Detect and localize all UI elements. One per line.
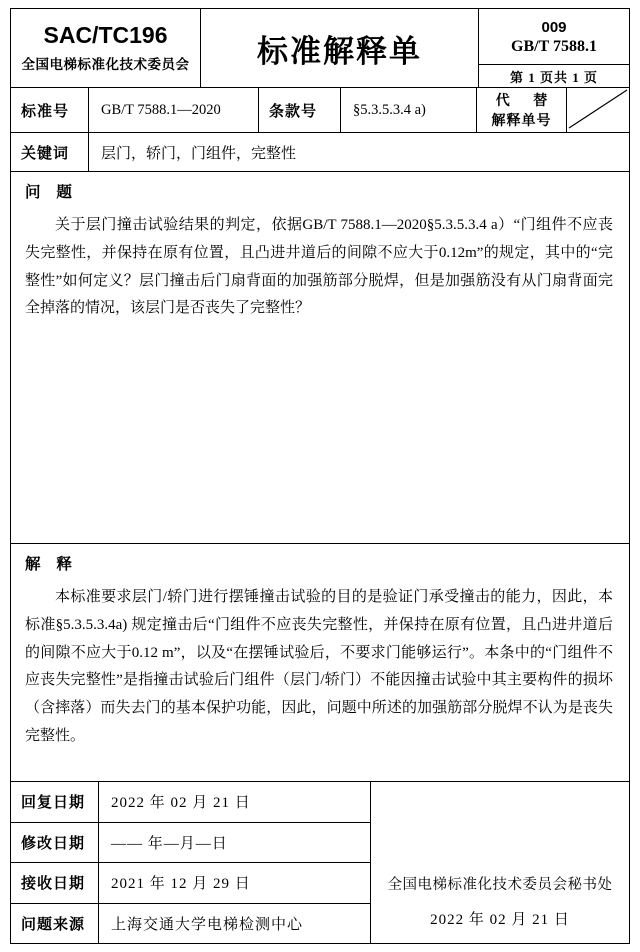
question-source-value: 上海交通大学电梯检测中心 [111, 916, 304, 933]
standard-number-label: 标准号 [21, 103, 70, 120]
clause-number-value: §5.3.5.3.4 a) [341, 88, 477, 132]
keyword-label: 关键词 [21, 145, 70, 162]
standard-number-value: GB/T 7588.1—2020 [89, 88, 259, 132]
keyword-label-cell [11, 133, 89, 171]
footer-dates-block [11, 782, 371, 943]
form-footer [11, 782, 629, 943]
replaced-doc-label-line2: 解释单号 [491, 114, 552, 129]
standard-number-label-cell [11, 88, 89, 132]
keyword-value: 层门，轿门，门组件，完整性 [101, 145, 297, 162]
footer-row-received-date [11, 863, 370, 904]
issuer-block [11, 9, 201, 87]
received-date-label: 接收日期 [11, 863, 99, 903]
footer-row-revision-date [11, 823, 370, 864]
answer-section [11, 544, 629, 782]
clause-number-label: 条款号 [269, 103, 318, 120]
clause-number-label-cell [259, 88, 341, 132]
question-section [11, 172, 629, 544]
question-text: 关于层门撞击试验结果的判定，依据GB/T 7588.1—2020§5.3.5.3.4 a）“门组件不应丧失完整性，并保持在原有位置，且凸进井道后的间隙不应大于0.12m”的规定，其中的“完整性”如何定义？层门撞击后门扇背面的加强筋部分脱焊，但是加强筋没有从门扇背面完全掉落的情况，该层门是否丧失了完整性？ [25, 217, 613, 317]
replaced-doc-label-cell [477, 88, 567, 132]
question-section-title: 问 题 [25, 184, 78, 201]
reply-date-value: 2022 年 02 月 21 日 [111, 795, 251, 812]
standard-code: GB/T 7588.1 [511, 38, 597, 56]
replaced-doc-label-line1: 代 替 [495, 94, 558, 109]
page-info: 第 1 页共 1 页 [479, 64, 629, 87]
org-full-name: 全国电梯标准化技术委员会 [21, 56, 190, 72]
revision-date-label: 修改日期 [11, 823, 99, 863]
document-id-inner [479, 9, 629, 64]
footer-row-reply-date [11, 782, 370, 823]
signature-date: 2022 年 02 月 21 日 [430, 912, 570, 928]
form-header [11, 9, 629, 88]
signature-block [371, 782, 629, 943]
reply-date-label: 回复日期 [11, 782, 99, 822]
document-number: 009 [541, 18, 567, 36]
keyword-row [11, 133, 629, 172]
received-date-value: 2021 年 12 月 29 日 [111, 876, 251, 893]
answer-text: 本标准要求层门/轿门进行摆锤撞击试验的目的是验证门承受撞击的能力，因此，本标准§5.3.5.3.4a) 规定撞击后“门组件不应丧失完整性，并保持在原有位置，且凸进井道后的间隙不应大于0.12 m”，以及“在摆锤试验后，不要求门能够运行”。本条中的“门组件不应丧失完整性”是指撞击试验后门组件（层门/轿门）不能因撞击试验中其主要构件的损坏（含摔落）而失去门的基本保护功能，因此，问题中所述的加强筋部分脱焊不认为是丧失完整性。 [25, 589, 613, 744]
question-source-label: 问题来源 [11, 904, 99, 944]
form-sheet [10, 8, 630, 944]
replaced-doc-value [567, 88, 629, 132]
signature-organization: 全国电梯标准化技术委员会秘书处 [387, 877, 613, 893]
diagonal-strike-icon [567, 88, 629, 130]
answer-section-title: 解 释 [25, 556, 78, 573]
document-title-block [201, 9, 479, 87]
revision-date-value: —— 年—月—日 [111, 835, 228, 852]
page-title: 标准解释单 [257, 33, 422, 69]
standard-info-row [11, 88, 629, 133]
footer-row-question-source [11, 904, 370, 944]
org-abbreviation: SAC/TC196 [43, 22, 168, 49]
document-id-block [479, 9, 629, 87]
